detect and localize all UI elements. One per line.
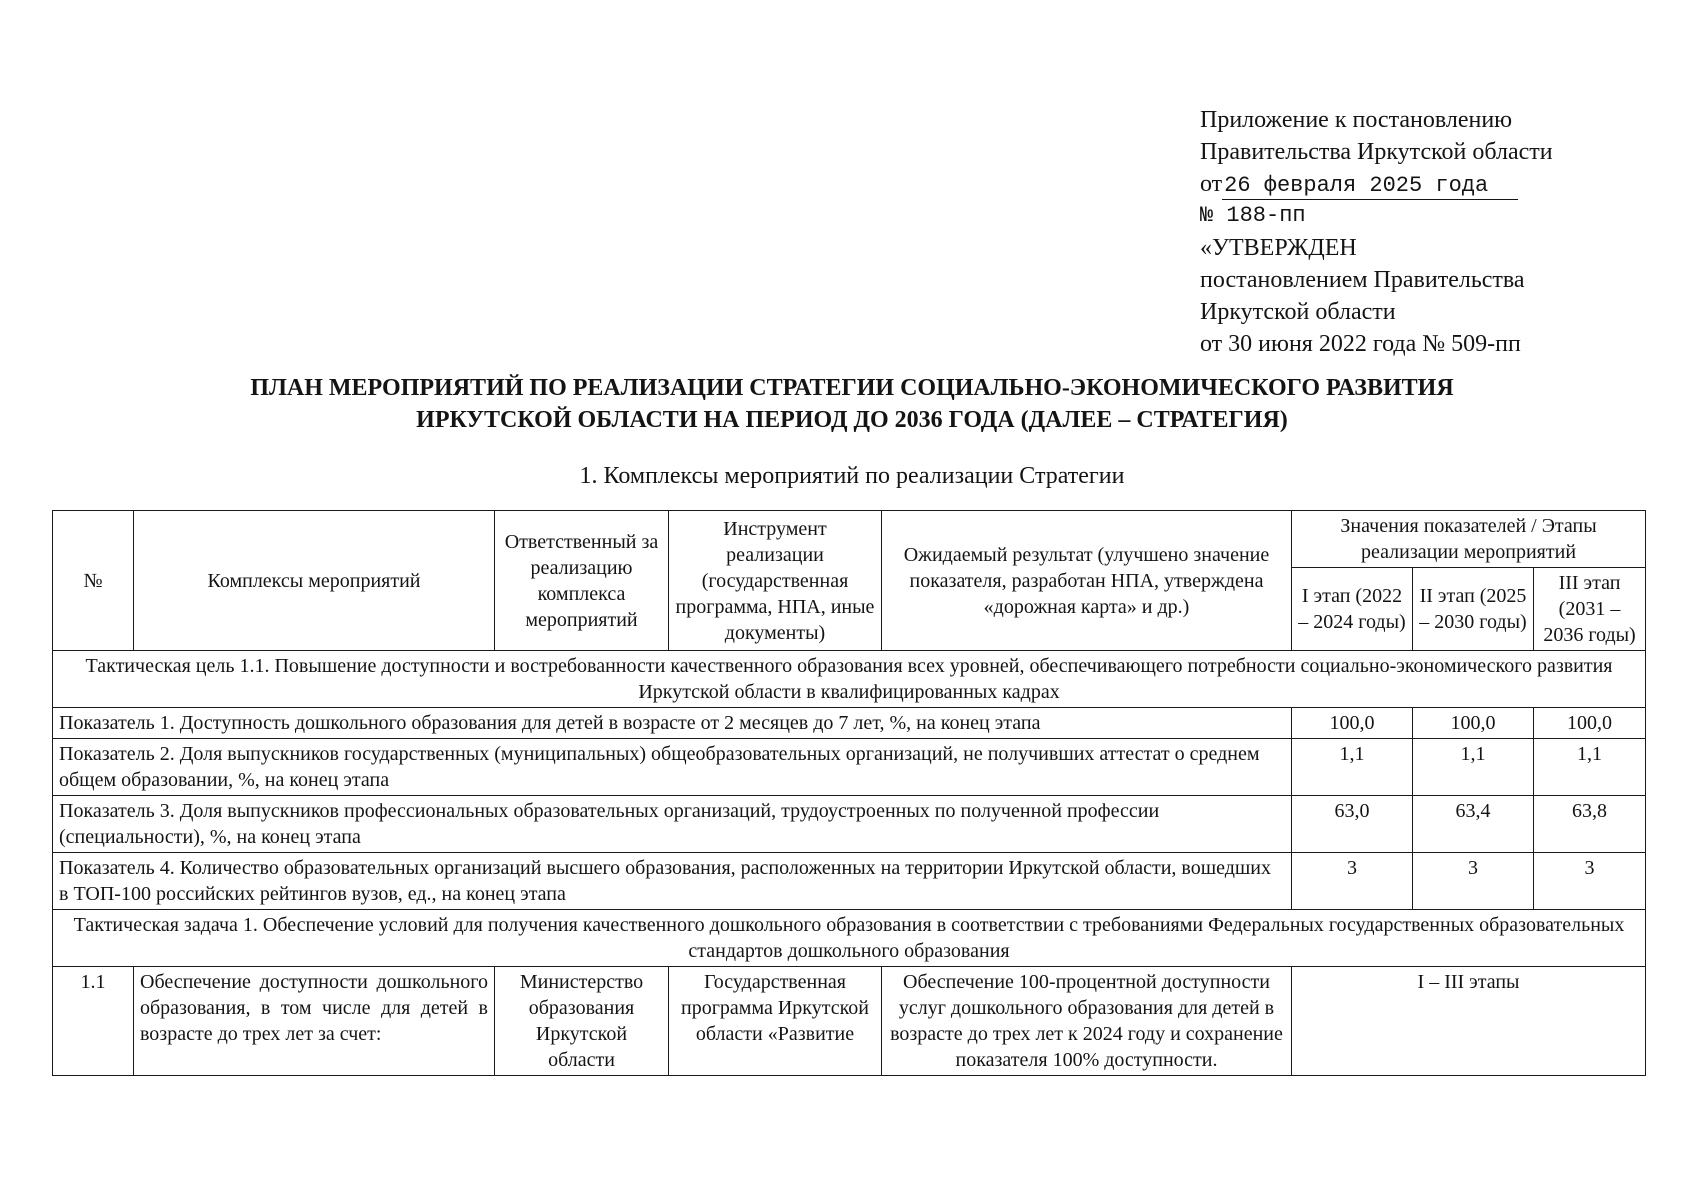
indicator-text: Показатель 4. Количество образовательных организаций высшего образования, расположенных на территории Иркутской области, вошедших в ТОП-100 российских рейтингов вузов, ед., на конец этапа — [53, 853, 1292, 910]
indicator-value-stage-3: 1,1 — [1534, 739, 1646, 796]
indicator-value-stage-2: 1,1 — [1413, 739, 1534, 796]
approved-line-1: «УТВЕРЖДЕН — [1200, 235, 1357, 261]
resolution-date: 26 февраля 2025 года — [1222, 173, 1518, 200]
indicator-value-stage-3: 100,0 — [1534, 708, 1646, 739]
indicator-row-4 — [53, 853, 1646, 910]
task-row — [53, 910, 1646, 967]
indicator-value-stage-2: 3 — [1413, 853, 1534, 910]
activity-instrument: Государственная программа Иркутской области «Развитие — [669, 967, 882, 1076]
activity-complex: Обеспечение доступности дошкольного образования, в том числе для детей в возрасте до трех лет за счет: — [134, 967, 495, 1076]
activity-row-1-1 — [53, 967, 1646, 1076]
attachment-line-2: Правительства Иркутской области — [1200, 139, 1553, 165]
indicator-value-stage-2: 100,0 — [1413, 708, 1534, 739]
indicator-value-stage-3: 3 — [1534, 853, 1646, 910]
header-row-1 — [53, 511, 1646, 568]
activity-result: Обеспечение 100-процентной доступности услуг дошкольного образования для детей в возрасте до трех лет к 2024 году и сохранение показателя 100% доступности. — [882, 967, 1292, 1076]
indicator-value-stage-1: 1,1 — [1292, 739, 1413, 796]
header-complexes: Комплексы мероприятий — [134, 511, 495, 651]
header-result: Ожидаемый результат (улучшено значение показателя, разработан НПА, утверждена «дорожная карта» и др.) — [882, 511, 1292, 651]
indicator-text: Показатель 1. Доступность дошкольного образования для детей в возрасте от 2 месяцев до 7 лет, %, на конец этапа — [53, 708, 1292, 739]
indicator-value-stage-2: 63,4 — [1413, 796, 1534, 853]
header-responsible: Ответственный за реализацию комплекса мероприятий — [495, 511, 669, 651]
indicator-row-1 — [53, 708, 1646, 739]
header-stage-2: II этап (2025 – 2030 годы) — [1413, 568, 1534, 651]
attachment-block — [1200, 104, 1553, 360]
activity-number: 1.1 — [53, 967, 134, 1076]
tactical-task: Тактическая задача 1. Обеспечение условий для получения качественного дошкольного образования в соответствии с требованиями Федеральных государственных образовательных стандартов дошкольного образования — [53, 910, 1646, 967]
plan-table — [52, 510, 1646, 1076]
header-stage-3: III этап (2031 – 2036 годы) — [1534, 568, 1646, 651]
document-title-line-2: ИРКУТСКОЙ ОБЛАСТИ НА ПЕРИОД ДО 2036 ГОДА (ДАЛЕЕ – СТРАТЕГИЯ) — [416, 407, 1288, 433]
activity-responsible: Министерство образования Иркутской области — [495, 967, 669, 1076]
resolution-number: № 188-пп — [1200, 203, 1306, 228]
date-prefix: от — [1200, 171, 1223, 197]
indicator-value-stage-1: 100,0 — [1292, 708, 1413, 739]
header-stage-1: I этап (2022 – 2024 годы) — [1292, 568, 1413, 651]
indicator-value-stage-1: 3 — [1292, 853, 1413, 910]
indicator-value-stage-3: 63,8 — [1534, 796, 1646, 853]
approved-line-4: от 30 июня 2022 года № 509-пп — [1200, 331, 1521, 357]
approved-line-3: Иркутской области — [1200, 299, 1396, 325]
document-title — [52, 372, 1652, 436]
header-num: № — [53, 511, 134, 651]
header-values-group: Значения показателей / Этапы реализации мероприятий — [1292, 511, 1646, 568]
attachment-line-1: Приложение к постановлению — [1200, 107, 1513, 133]
goal-row — [53, 651, 1646, 708]
document-title-line-1: ПЛАН МЕРОПРИЯТИЙ ПО РЕАЛИЗАЦИИ СТРАТЕГИИ СОЦИАЛЬНО-ЭКОНОМИЧЕСКОГО РАЗВИТИЯ — [250, 375, 1454, 401]
header-instrument: Инструмент реализации (государственная программа, НПА, иные документы) — [669, 511, 882, 651]
indicator-text: Показатель 3. Доля выпускников профессиональных образовательных организаций, трудоустроенных по полученной профессии (специальности), %, на конец этапа — [53, 796, 1292, 853]
indicator-row-3 — [53, 796, 1646, 853]
activity-stages: I – III этапы — [1292, 967, 1646, 1076]
indicator-row-2 — [53, 739, 1646, 796]
approved-line-2: постановлением Правительства — [1200, 267, 1525, 293]
section-subtitle: 1. Комплексы мероприятий по реализации Стратегии — [579, 463, 1125, 489]
indicator-value-stage-1: 63,0 — [1292, 796, 1413, 853]
attachment-date-line — [1200, 168, 1553, 200]
indicator-text: Показатель 2. Доля выпускников государственных (муниципальных) общеобразовательных организаций, не получивших аттестат о среднем общем образовании, %, на конец этапа — [53, 739, 1292, 796]
tactical-goal: Тактическая цель 1.1. Повышение доступности и востребованности качественного образования всех уровней, обеспечивающего потребности социально-экономического развития Иркутской области в квалифицированных кадрах — [53, 651, 1646, 708]
